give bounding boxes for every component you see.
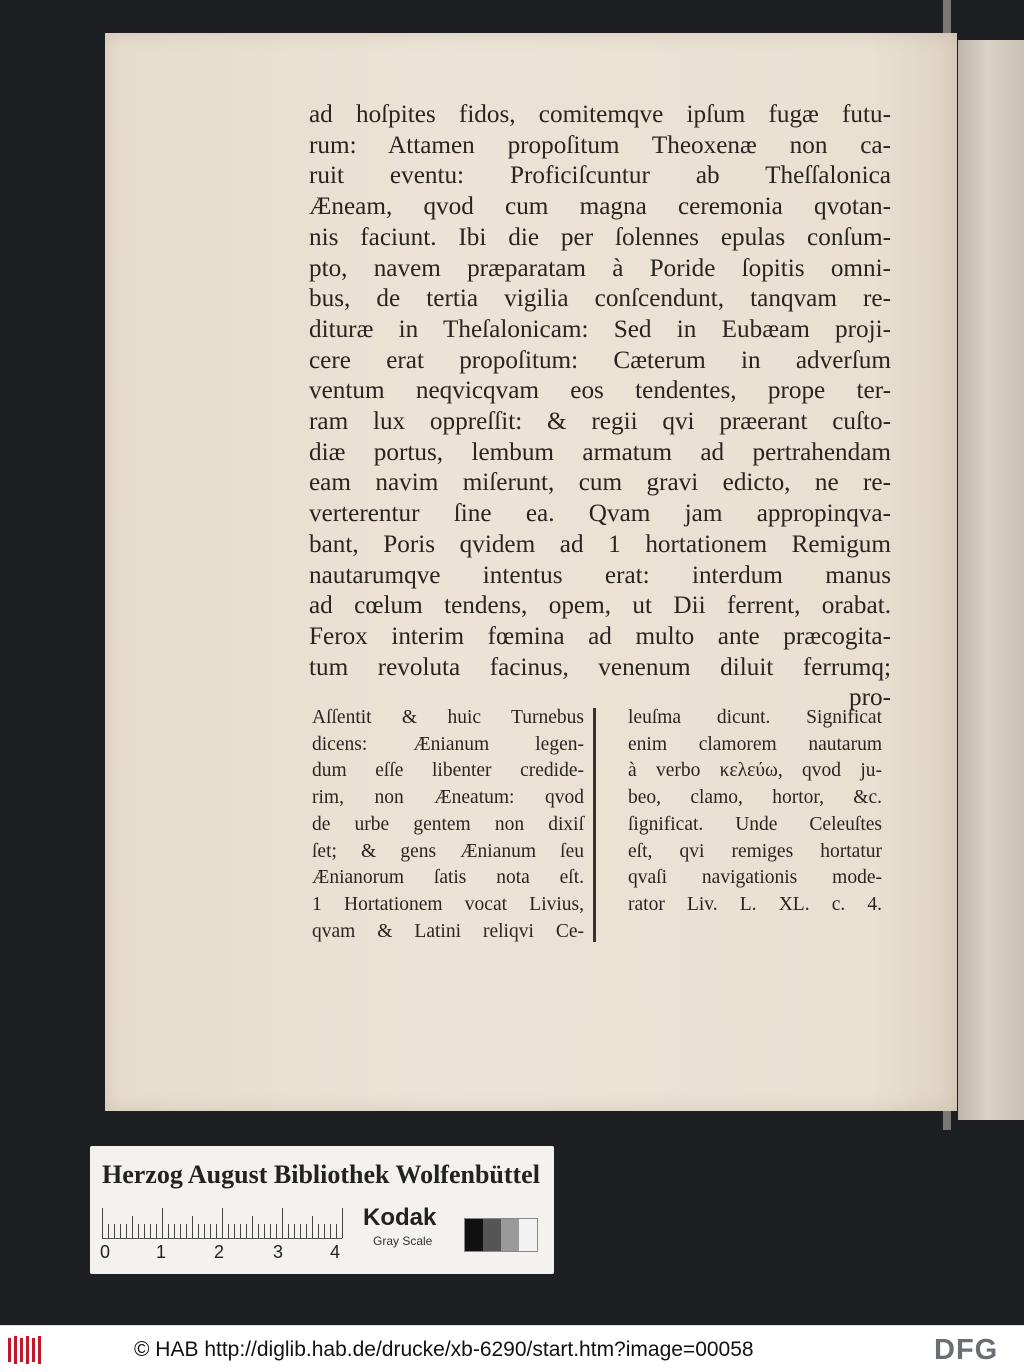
footnotes-left-column — [312, 705, 584, 945]
ruler-number: 0 — [100, 1242, 111, 1262]
text-line: ſet; & gens Ænianum ſeu — [312, 840, 584, 862]
ruler-tick — [258, 1224, 259, 1238]
ruler-tick — [114, 1224, 115, 1238]
ruler-tick — [174, 1224, 175, 1238]
ruler-tick — [186, 1224, 187, 1238]
text-line: ſignificat. Unde Celeuſtes — [628, 813, 882, 835]
gray-scale-swatches — [464, 1218, 538, 1252]
text-line: ram lux oppreſſit: & regii qvi præerant cuſto- — [309, 408, 891, 436]
text-line: bant, Poris qvidem ad 1 hortationem Remigum — [309, 530, 891, 558]
ruler-number: 4 — [330, 1242, 341, 1262]
footer-copyright-link[interactable]: © HAB http://diglib.hab.de/drucke/xb-6290/start.htm?image=00058 — [134, 1338, 754, 1361]
gray-swatch — [465, 1219, 483, 1251]
ruler-tick — [324, 1224, 325, 1238]
text-line: Ænianorum ſatis nota eſt. — [312, 867, 584, 889]
ruler-tick — [150, 1224, 151, 1238]
dfg-logo: DFG — [934, 1334, 999, 1366]
footnotes-right-column — [628, 705, 882, 919]
ruler-tick — [318, 1224, 319, 1238]
text-line: beo, clamo, hortor, &c. — [628, 787, 882, 809]
text-line: ad cœlum tendens, opem, ut Dii ferrent, orabat. — [309, 592, 891, 620]
ruler-tick — [168, 1224, 169, 1238]
text-line: dum eſſe libenter credide- — [312, 760, 584, 782]
library-name: Herzog August Bibliothek Wolfenbüttel — [102, 1160, 540, 1189]
ruler-tick — [132, 1216, 133, 1238]
text-line: ad hoſpites fidos, comitemqve ipſum fugæ futu- — [309, 101, 891, 128]
ruler-tick — [342, 1208, 343, 1238]
ruler-tick — [156, 1224, 157, 1238]
text-line: qvam & Latini reliqvi Ce- — [312, 920, 584, 942]
ruler-tick — [336, 1224, 337, 1238]
text-line: qvaſi navigationis mode- — [628, 867, 882, 889]
text-line: verterentur ſine ea. Qvam jam appropinqva- — [309, 500, 891, 528]
ruler-tick — [306, 1224, 307, 1238]
gray-swatch — [519, 1219, 537, 1251]
ruler-tick — [294, 1224, 295, 1238]
text-line: rim, non Æneatum: qvod — [312, 787, 584, 809]
ruler-tick — [234, 1224, 235, 1238]
text-line: ruit eventu: Proficiſcuntur ab Theſſalonica — [309, 162, 891, 190]
footer-bar — [0, 1325, 1024, 1372]
ruler-tick — [192, 1216, 193, 1238]
ruler-tick — [198, 1224, 199, 1238]
ruler-tick — [330, 1224, 331, 1238]
ruler-tick — [300, 1224, 301, 1238]
text-line: à verbo κελεύω, qvod ju- — [628, 760, 882, 782]
ruler-tick — [312, 1216, 313, 1238]
kodak-gray-scale-label: Gray Scale — [373, 1234, 433, 1248]
ruler-tick — [282, 1208, 283, 1238]
ruler-tick — [120, 1224, 121, 1238]
ruler-tick — [138, 1224, 139, 1238]
text-line: eſt, qvi remiges hortatur — [628, 840, 882, 862]
ruler-tick — [162, 1208, 163, 1238]
ruler-tick — [102, 1208, 103, 1238]
text-line: Æneam, qvod cum magna ceremonia qvotan- — [309, 193, 891, 221]
text-line: cere erat propoſitum: Cæterum in adverſum — [309, 346, 891, 374]
gray-swatch — [501, 1219, 519, 1251]
ruler-tick — [252, 1216, 253, 1238]
text-line: diæ portus, lembum armatum ad pertrahendam — [309, 438, 891, 466]
ruler-tick — [288, 1224, 289, 1238]
ruler-tick — [264, 1224, 265, 1238]
ruler-tick — [228, 1224, 229, 1238]
text-line: pto, navem præparatam à Poride ſopitis omni- — [309, 254, 891, 282]
text-line: bus, de tertia vigilia conſcendunt, tanqvam re- — [309, 285, 891, 313]
text-line: dituræ in Theſalonicam: Sed in Eubæam proji- — [309, 315, 891, 343]
text-line: Aſſentit & huic Turnebus — [312, 707, 584, 728]
footnote-column-divider — [593, 708, 596, 942]
gray-swatch — [483, 1219, 501, 1251]
ruler-tick — [270, 1224, 271, 1238]
ruler-tick — [144, 1224, 145, 1238]
hab-bars-icon — [6, 1334, 46, 1366]
text-line: rator Liv. L. XL. c. 4. — [628, 893, 882, 915]
facing-page-edge — [958, 40, 1024, 1120]
text-line: rum: Attamen propoſitum Theoxenæ non ca- — [309, 131, 891, 159]
text-line: enim clamorem nautarum — [628, 733, 882, 755]
ruler-tick — [180, 1224, 181, 1238]
kodak-brand: Kodak — [363, 1204, 437, 1231]
text-line: dicens: Ænianum legen- — [312, 733, 584, 755]
ruler-tick — [210, 1224, 211, 1238]
text-line: de urbe gentem non dixiſ — [312, 813, 584, 835]
ruler-tick — [126, 1224, 127, 1238]
ruler-number: 3 — [273, 1242, 284, 1262]
ruler-tick — [216, 1224, 217, 1238]
text-line: Ferox interim fœmina ad multo ante præcogita- — [309, 622, 891, 650]
main-text-block — [309, 100, 891, 714]
text-line: ventum neqvicqvam eos tendentes, prope ter- — [309, 377, 891, 405]
text-line: pro- — [849, 684, 891, 712]
scale-ruler — [102, 1202, 342, 1239]
text-line: 1 Hortationem vocat Livius, — [312, 893, 584, 915]
text-line: eam navim miſerunt, cum gravi edicto, ne re- — [309, 469, 891, 497]
text-line: tum revoluta facinus, venenum diluit ferrumq; — [309, 653, 891, 681]
ruler-tick — [240, 1224, 241, 1238]
ruler-number: 2 — [214, 1242, 225, 1262]
ruler-tick — [204, 1224, 205, 1238]
library-label-card — [90, 1146, 554, 1274]
ruler-tick — [276, 1224, 277, 1238]
text-line: nautarumqve intentus erat: interdum manus — [309, 561, 891, 589]
ruler-tick — [222, 1208, 223, 1238]
ruler-tick — [108, 1224, 109, 1238]
text-line: nis faciunt. Ibi die per ſolennes epulas conſum- — [309, 223, 891, 251]
ruler-tick — [246, 1224, 247, 1238]
text-line: leuſma dicunt. Significat — [628, 707, 882, 728]
ruler-number: 1 — [156, 1242, 167, 1262]
